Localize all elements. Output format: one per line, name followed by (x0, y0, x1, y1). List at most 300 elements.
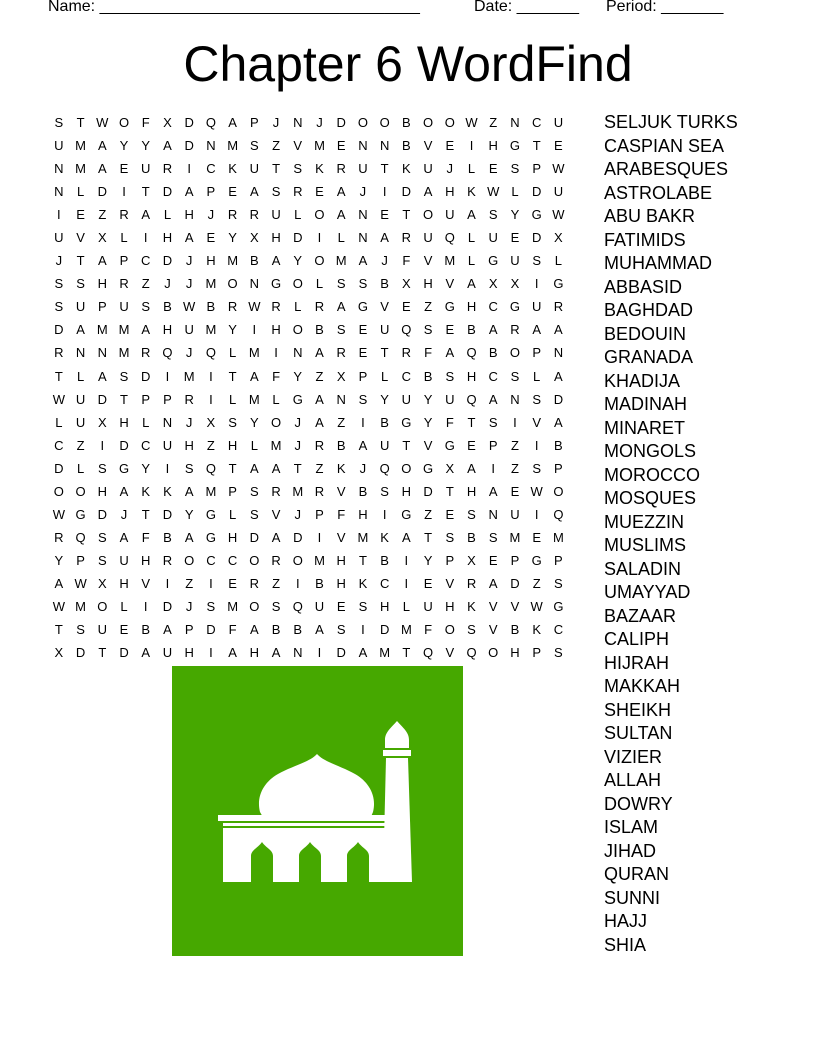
grid-letter[interactable]: P (554, 552, 563, 568)
grid-letter[interactable]: U (75, 391, 86, 407)
grid-letter[interactable]: Q (205, 115, 216, 130)
grid-letter[interactable]: O (444, 622, 455, 638)
grid-letter[interactable]: C (206, 161, 216, 177)
grid-letter[interactable]: I (252, 322, 257, 338)
grid-letter[interactable]: P (184, 622, 194, 638)
grid-letter[interactable]: D (293, 230, 303, 246)
grid-letter[interactable]: R (54, 345, 64, 361)
grid-letter[interactable]: M (118, 322, 130, 338)
grid-letter[interactable]: S (467, 622, 476, 638)
grid-letter[interactable]: O (292, 322, 303, 338)
grid-letter[interactable]: S (510, 161, 520, 177)
grid-letter[interactable]: V (488, 598, 498, 614)
grid-letter[interactable]: L (76, 368, 85, 384)
grid-letter[interactable]: X (336, 368, 346, 384)
grid-letter[interactable]: D (162, 598, 173, 614)
grid-letter[interactable]: G (509, 138, 521, 154)
grid-letter[interactable]: P (97, 299, 107, 315)
grid-letter[interactable]: R (119, 276, 129, 292)
grid-letter[interactable]: G (531, 552, 542, 568)
grid-letter[interactable]: B (141, 622, 151, 638)
grid-letter[interactable]: O (292, 552, 303, 568)
grid-letter[interactable]: A (184, 184, 194, 200)
grid-letter[interactable]: S (249, 506, 259, 522)
grid-letter[interactable]: S (336, 622, 346, 638)
grid-letter[interactable]: P (358, 368, 368, 384)
grid-letter[interactable]: M (205, 276, 217, 292)
grid-letter[interactable]: I (317, 529, 322, 545)
grid-letter[interactable]: G (270, 276, 282, 292)
grid-letter[interactable]: S (97, 552, 107, 568)
grid-letter[interactable]: M (205, 322, 217, 338)
grid-letter[interactable]: G (292, 391, 303, 407)
grid-letter[interactable]: K (163, 483, 172, 499)
grid-letter[interactable]: K (228, 161, 237, 177)
grid-letter[interactable]: K (402, 161, 411, 177)
grid-letter[interactable]: I (143, 230, 148, 246)
grid-letter[interactable]: X (249, 230, 259, 246)
grid-letter[interactable]: S (119, 368, 129, 384)
grid-letter[interactable]: H (206, 253, 216, 269)
grid-letter[interactable]: E (228, 184, 237, 200)
grid-letter[interactable]: Q (466, 345, 477, 361)
grid-letter[interactable]: K (532, 622, 541, 638)
grid-letter[interactable]: Z (424, 506, 433, 522)
grid-letter[interactable]: X (206, 414, 216, 430)
grid-letter[interactable]: S (249, 138, 259, 154)
name-field[interactable]: Name: ____________________________________ (48, 0, 420, 15)
grid-letter[interactable]: W (552, 161, 565, 177)
grid-letter[interactable]: Y (228, 322, 237, 338)
grid-letter[interactable]: R (54, 529, 64, 545)
grid-letter[interactable]: N (336, 391, 346, 407)
grid-letter[interactable]: A (467, 460, 476, 476)
grid-letter[interactable]: O (314, 207, 325, 223)
grid-letter[interactable]: I (122, 184, 126, 200)
grid-letter[interactable]: D (97, 506, 107, 522)
grid-letter[interactable]: H (184, 207, 194, 223)
grid-letter[interactable]: R (271, 299, 281, 315)
grid-letter[interactable]: J (359, 460, 367, 476)
date-field[interactable]: Date: _______ (474, 0, 579, 15)
grid-letter[interactable]: Z (76, 437, 85, 453)
grid-letter[interactable]: A (402, 529, 411, 545)
grid-letter[interactable]: B (467, 322, 476, 338)
grid-letter[interactable]: P (445, 552, 455, 568)
grid-letter[interactable]: G (553, 276, 564, 292)
grid-letter[interactable]: S (358, 276, 368, 292)
grid-letter[interactable]: I (209, 645, 213, 661)
grid-letter[interactable]: C (141, 437, 151, 453)
grid-letter[interactable]: A (119, 529, 129, 545)
grid-letter[interactable]: L (337, 230, 345, 246)
grid-letter[interactable]: E (336, 138, 346, 154)
grid-letter[interactable]: T (380, 161, 389, 177)
grid-letter[interactable]: E (488, 161, 498, 177)
grid-letter[interactable]: H (445, 184, 455, 200)
grid-letter[interactable]: V (423, 437, 433, 453)
grid-letter[interactable]: M (357, 529, 369, 545)
grid-letter[interactable]: I (165, 575, 170, 591)
grid-letter[interactable]: X (554, 230, 563, 246)
grid-letter[interactable]: Z (98, 207, 107, 223)
grid-letter[interactable]: D (293, 529, 303, 545)
grid-letter[interactable]: N (249, 276, 260, 292)
grid-letter[interactable]: R (141, 345, 151, 361)
grid-letter[interactable]: R (336, 161, 346, 177)
grid-letter[interactable]: S (380, 483, 389, 499)
grid-letter[interactable]: Z (141, 276, 150, 292)
grid-letter[interactable]: Q (553, 506, 564, 522)
grid-letter[interactable]: Q (205, 460, 216, 476)
grid-letter[interactable]: L (467, 253, 476, 269)
grid-letter[interactable]: L (467, 230, 476, 246)
grid-letter[interactable]: I (361, 622, 365, 638)
grid-letter[interactable]: L (142, 414, 150, 430)
grid-letter[interactable]: Q (205, 345, 216, 361)
grid-letter[interactable]: S (76, 622, 85, 638)
grid-letter[interactable]: G (118, 460, 130, 476)
grid-letter[interactable]: C (531, 115, 542, 130)
grid-letter[interactable]: B (358, 483, 368, 499)
grid-letter[interactable]: T (467, 414, 476, 430)
grid-letter[interactable]: L (250, 437, 258, 453)
grid-letter[interactable]: M (183, 368, 195, 384)
grid-letter[interactable]: A (336, 184, 346, 200)
grid-letter[interactable]: S (228, 414, 237, 430)
grid-letter[interactable]: R (184, 391, 194, 407)
grid-letter[interactable]: T (141, 506, 150, 522)
grid-letter[interactable]: U (314, 598, 325, 614)
grid-letter[interactable]: L (315, 276, 324, 292)
grid-letter[interactable]: N (510, 115, 520, 130)
grid-letter[interactable]: V (445, 575, 455, 591)
grid-letter[interactable]: T (358, 552, 367, 568)
grid-letter[interactable]: Z (532, 575, 541, 591)
grid-letter[interactable]: O (444, 115, 455, 130)
grid-letter[interactable]: E (532, 529, 541, 545)
grid-letter[interactable]: B (510, 622, 520, 638)
grid-letter[interactable]: U (445, 207, 455, 223)
grid-letter[interactable]: A (141, 645, 151, 661)
grid-letter[interactable]: E (76, 207, 85, 223)
grid-letter[interactable]: I (513, 414, 517, 430)
grid-letter[interactable]: N (293, 115, 303, 130)
grid-letter[interactable]: Y (423, 391, 433, 407)
grid-letter[interactable]: H (466, 483, 477, 499)
grid-letter[interactable]: I (534, 437, 539, 453)
grid-letter[interactable]: X (488, 276, 498, 292)
grid-letter[interactable]: U (162, 437, 173, 453)
grid-letter[interactable]: T (293, 460, 302, 476)
grid-letter[interactable]: B (402, 138, 411, 154)
grid-letter[interactable]: J (294, 506, 302, 522)
grid-letter[interactable]: A (141, 322, 151, 338)
grid-letter[interactable]: O (118, 115, 130, 130)
grid-letter[interactable]: K (315, 161, 324, 177)
grid-letter[interactable]: I (209, 391, 213, 407)
grid-letter[interactable]: M (400, 622, 412, 638)
grid-letter[interactable]: I (534, 276, 539, 292)
grid-letter[interactable]: O (53, 483, 64, 499)
grid-letter[interactable]: U (423, 230, 433, 246)
grid-letter[interactable]: J (207, 207, 215, 223)
grid-letter[interactable]: U (553, 184, 564, 200)
grid-letter[interactable]: W (552, 207, 565, 223)
grid-letter[interactable]: S (358, 391, 368, 407)
grid-letter[interactable]: V (336, 483, 346, 499)
grid-letter[interactable]: A (228, 115, 237, 130)
grid-letter[interactable]: B (380, 414, 389, 430)
grid-letter[interactable]: F (228, 622, 237, 638)
grid-letter[interactable]: A (249, 184, 259, 200)
grid-letter[interactable]: D (162, 253, 173, 269)
grid-letter[interactable]: H (119, 414, 129, 430)
grid-letter[interactable]: M (444, 253, 456, 269)
grid-letter[interactable]: V (293, 138, 303, 154)
grid-letter[interactable]: M (509, 529, 521, 545)
grid-letter[interactable]: A (271, 253, 281, 269)
grid-letter[interactable]: S (249, 483, 259, 499)
grid-letter[interactable]: U (488, 230, 498, 246)
grid-letter[interactable]: N (97, 345, 107, 361)
grid-letter[interactable]: B (315, 322, 324, 338)
grid-letter[interactable]: D (423, 483, 433, 499)
grid-letter[interactable]: U (401, 391, 412, 407)
grid-letter[interactable]: S (445, 368, 455, 384)
grid-letter[interactable]: A (445, 345, 455, 361)
grid-letter[interactable]: A (358, 437, 368, 453)
grid-letter[interactable]: C (553, 622, 564, 638)
grid-letter[interactable]: O (97, 598, 108, 614)
grid-letter[interactable]: G (488, 253, 499, 269)
grid-letter[interactable]: A (380, 230, 389, 246)
grid-letter[interactable]: E (488, 552, 498, 568)
grid-letter[interactable]: N (358, 230, 368, 246)
grid-letter[interactable]: M (379, 645, 391, 661)
grid-letter[interactable]: D (510, 575, 520, 591)
grid-letter[interactable]: H (466, 299, 477, 315)
grid-letter[interactable]: M (227, 598, 239, 614)
grid-letter[interactable]: A (488, 575, 498, 591)
grid-letter[interactable]: O (357, 115, 368, 130)
grid-letter[interactable]: M (205, 483, 217, 499)
grid-letter[interactable]: R (249, 207, 260, 223)
grid-letter[interactable]: K (141, 483, 151, 499)
grid-letter[interactable]: O (314, 253, 325, 269)
grid-letter[interactable]: S (532, 253, 541, 269)
grid-letter[interactable]: H (162, 322, 173, 338)
grid-letter[interactable]: O (379, 115, 390, 130)
grid-letter[interactable]: N (206, 138, 216, 154)
grid-letter[interactable]: Q (444, 230, 455, 246)
grid-letter[interactable]: F (141, 115, 150, 130)
grid-letter[interactable]: Z (510, 437, 519, 453)
grid-letter[interactable]: B (467, 529, 476, 545)
grid-letter[interactable]: U (510, 506, 520, 522)
grid-letter[interactable]: T (98, 645, 107, 661)
grid-letter[interactable]: R (249, 575, 260, 591)
grid-letter[interactable]: S (141, 299, 151, 315)
grid-letter[interactable]: R (119, 207, 129, 223)
grid-letter[interactable]: J (120, 506, 128, 522)
grid-letter[interactable]: V (380, 299, 389, 315)
grid-letter[interactable]: G (205, 506, 216, 522)
grid-letter[interactable]: T (532, 138, 541, 154)
grid-letter[interactable]: G (553, 598, 564, 614)
grid-letter[interactable]: Y (423, 552, 433, 568)
grid-letter[interactable]: U (379, 322, 390, 338)
grid-letter[interactable]: A (249, 622, 259, 638)
grid-letter[interactable]: H (423, 276, 433, 292)
grid-letter[interactable]: D (119, 645, 129, 661)
grid-letter[interactable]: B (336, 437, 346, 453)
grid-letter[interactable]: O (423, 115, 434, 130)
grid-letter[interactable]: E (206, 230, 216, 246)
grid-letter[interactable]: N (510, 391, 520, 407)
grid-letter[interactable]: A (336, 207, 346, 223)
grid-letter[interactable]: I (317, 230, 322, 246)
grid-letter[interactable]: M (314, 552, 325, 568)
grid-letter[interactable]: L (228, 391, 237, 407)
grid-letter[interactable]: R (401, 230, 412, 246)
grid-letter[interactable]: F (337, 506, 346, 522)
grid-letter[interactable]: D (54, 322, 64, 338)
grid-letter[interactable]: M (248, 345, 260, 361)
grid-letter[interactable]: C (379, 575, 390, 591)
grid-letter[interactable]: U (54, 138, 64, 154)
grid-letter[interactable]: X (402, 276, 411, 292)
grid-letter[interactable]: Q (466, 645, 477, 661)
grid-letter[interactable]: Y (141, 138, 151, 154)
grid-letter[interactable]: I (100, 437, 105, 453)
grid-letter[interactable]: Q (162, 345, 173, 361)
grid-letter[interactable]: C (227, 552, 238, 568)
grid-letter[interactable]: C (141, 253, 151, 269)
grid-letter[interactable]: N (75, 345, 86, 361)
grid-letter[interactable]: D (184, 115, 194, 130)
grid-letter[interactable]: T (54, 622, 63, 638)
grid-letter[interactable]: P (554, 460, 563, 476)
grid-letter[interactable]: X (97, 575, 107, 591)
grid-letter[interactable]: M (552, 529, 564, 545)
grid-letter[interactable]: E (380, 207, 389, 223)
grid-letter[interactable]: S (467, 506, 476, 522)
grid-letter[interactable]: Z (315, 460, 324, 476)
grid-letter[interactable]: D (249, 529, 260, 545)
grid-letter[interactable]: S (97, 529, 107, 545)
grid-letter[interactable]: E (119, 622, 129, 638)
grid-letter[interactable]: L (163, 207, 172, 223)
grid-letter[interactable]: H (97, 483, 107, 499)
grid-letter[interactable]: L (533, 368, 541, 384)
grid-letter[interactable]: A (315, 622, 324, 638)
grid-letter[interactable]: H (358, 506, 368, 522)
grid-letter[interactable]: M (248, 391, 260, 407)
grid-letter[interactable]: A (358, 645, 368, 661)
grid-letter[interactable]: N (379, 138, 390, 154)
grid-letter[interactable]: W (52, 598, 65, 614)
grid-letter[interactable]: M (270, 437, 282, 453)
grid-letter[interactable]: D (531, 184, 542, 200)
grid-letter[interactable]: A (97, 161, 107, 177)
grid-letter[interactable]: Z (337, 414, 346, 430)
grid-letter[interactable]: T (141, 184, 150, 200)
grid-letter[interactable]: X (510, 276, 520, 292)
grid-letter[interactable]: E (510, 230, 520, 246)
grid-letter[interactable]: W (96, 115, 109, 130)
grid-letter[interactable]: R (466, 575, 477, 591)
grid-letter[interactable]: I (295, 575, 300, 591)
grid-letter[interactable]: S (445, 529, 455, 545)
grid-letter[interactable]: Y (184, 506, 194, 522)
grid-letter[interactable]: B (402, 115, 411, 130)
grid-letter[interactable]: K (467, 184, 476, 200)
grid-letter[interactable]: B (206, 299, 216, 315)
grid-letter[interactable]: L (76, 460, 85, 476)
grid-letter[interactable]: P (510, 552, 520, 568)
grid-letter[interactable]: B (163, 299, 172, 315)
grid-letter[interactable]: J (359, 184, 367, 200)
grid-letter[interactable]: K (467, 598, 476, 614)
grid-letter[interactable]: M (75, 138, 86, 154)
grid-letter[interactable]: S (532, 391, 541, 407)
grid-letter[interactable]: R (162, 552, 173, 568)
grid-letter[interactable]: O (423, 207, 434, 223)
grid-letter[interactable]: O (270, 414, 282, 430)
grid-letter[interactable]: B (488, 345, 498, 361)
grid-letter[interactable]: W (465, 115, 478, 130)
grid-letter[interactable]: O (184, 552, 195, 568)
grid-letter[interactable]: X (97, 230, 107, 246)
grid-letter[interactable]: Y (380, 391, 389, 407)
grid-letter[interactable]: S (510, 368, 520, 384)
grid-letter[interactable]: S (336, 276, 346, 292)
grid-letter[interactable]: T (120, 391, 128, 407)
grid-letter[interactable]: H (162, 230, 173, 246)
grid-letter[interactable]: O (227, 276, 238, 292)
grid-letter[interactable]: W (487, 184, 500, 200)
grid-letter[interactable]: A (271, 460, 281, 476)
grid-letter[interactable]: J (55, 253, 63, 269)
grid-letter[interactable]: D (162, 184, 173, 200)
grid-letter[interactable]: N (162, 414, 173, 430)
grid-letter[interactable]: J (185, 598, 193, 614)
grid-letter[interactable]: Z (272, 575, 281, 591)
grid-letter[interactable]: Z (206, 437, 215, 453)
grid-letter[interactable]: P (119, 253, 129, 269)
grid-letter[interactable]: E (358, 345, 368, 361)
grid-letter[interactable]: D (119, 437, 129, 453)
grid-letter[interactable]: S (271, 184, 281, 200)
grid-letter[interactable]: D (336, 115, 346, 130)
grid-letter[interactable]: A (184, 529, 194, 545)
grid-letter[interactable]: P (532, 345, 541, 361)
grid-letter[interactable]: M (118, 345, 130, 361)
grid-letter[interactable]: A (249, 368, 259, 384)
grid-letter[interactable]: S (336, 322, 346, 338)
grid-letter[interactable]: T (380, 345, 389, 361)
grid-letter[interactable]: P (532, 645, 541, 661)
grid-letter[interactable]: H (336, 575, 346, 591)
grid-letter[interactable]: C (488, 368, 498, 384)
grid-letter[interactable]: U (510, 253, 520, 269)
grid-letter[interactable]: A (467, 276, 476, 292)
grid-letter[interactable]: J (294, 414, 302, 430)
grid-letter[interactable]: I (209, 368, 213, 384)
grid-letter[interactable]: B (271, 622, 281, 638)
grid-letter[interactable]: K (358, 575, 368, 591)
